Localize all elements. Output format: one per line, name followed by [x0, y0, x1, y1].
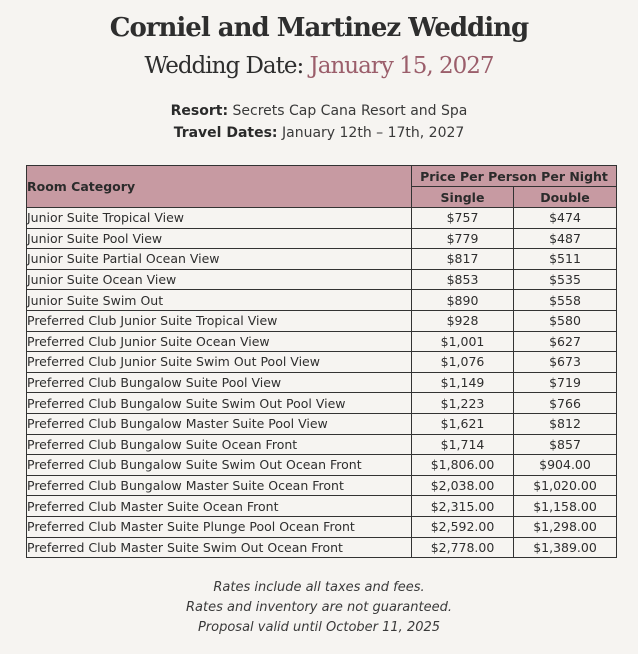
single-header: Single — [412, 187, 514, 208]
note-taxes: Rates include all taxes and fees. — [213, 580, 425, 595]
table-row — [27, 413, 617, 434]
room-name-cell: Preferred Club Master Suite Plunge Pool Ocean Front — [27, 516, 412, 537]
note-validity: Proposal valid until October 11, 2025 — [197, 620, 441, 635]
room-name-cell: Preferred Club Bungalow Master Suite Ocean Front — [27, 475, 412, 496]
room-name-cell: Junior Suite Pool View — [27, 228, 412, 249]
table-row — [27, 372, 617, 393]
table-row — [27, 455, 617, 476]
table-row — [27, 331, 617, 352]
double-price-cell: $474 — [514, 208, 617, 229]
double-price-cell: $1,389.00 — [514, 537, 617, 558]
room-category-header: Room Category — [27, 166, 412, 208]
table-row — [27, 537, 617, 558]
single-price-cell: $1,076 — [412, 352, 514, 373]
single-price-cell: $2,778.00 — [412, 537, 514, 558]
room-name-cell: Junior Suite Tropical View — [27, 208, 412, 229]
footnotes — [0, 578, 638, 638]
single-price-cell: $1,621 — [412, 413, 514, 434]
room-name-cell: Junior Suite Ocean View — [27, 269, 412, 290]
double-price-cell: $511 — [514, 249, 617, 270]
resort-value: Secrets Cap Cana Resort and Spa — [232, 103, 468, 119]
travel-dates-label: Travel Dates: — [173, 125, 278, 141]
double-price-cell: $904.00 — [514, 455, 617, 476]
table-row — [27, 393, 617, 414]
double-price-cell: $766 — [514, 393, 617, 414]
table-row — [27, 475, 617, 496]
room-name-cell: Preferred Club Bungalow Suite Swim Out Pool View — [27, 393, 412, 414]
single-price-cell: $1,714 — [412, 434, 514, 455]
room-name-cell: Preferred Club Bungalow Suite Pool View — [27, 372, 412, 393]
room-name-cell: Preferred Club Master Suite Ocean Front — [27, 496, 412, 517]
room-name-cell: Preferred Club Junior Suite Tropical View — [27, 310, 412, 331]
resort-line — [0, 101, 638, 121]
single-price-cell: $817 — [412, 249, 514, 270]
travel-dates-value: January 12th – 17th, 2027 — [282, 125, 465, 141]
single-price-cell: $2,592.00 — [412, 516, 514, 537]
single-price-cell: $2,315.00 — [412, 496, 514, 517]
single-price-cell: $1,223 — [412, 393, 514, 414]
room-name-cell: Preferred Club Bungalow Suite Ocean Front — [27, 434, 412, 455]
single-price-cell: $757 — [412, 208, 514, 229]
double-price-cell: $719 — [514, 372, 617, 393]
travel-dates-line — [0, 123, 638, 143]
price-per-person-header: Price Per Person Per Night — [412, 166, 617, 187]
double-price-cell: $673 — [514, 352, 617, 373]
room-name-cell: Preferred Club Bungalow Master Suite Pool View — [27, 413, 412, 434]
note-guarantee: Rates and inventory are not guaranteed. — [186, 600, 452, 615]
single-price-cell: $1,806.00 — [412, 455, 514, 476]
double-price-cell: $1,298.00 — [514, 516, 617, 537]
room-name-cell: Preferred Club Bungalow Suite Swim Out Ocean Front — [27, 455, 412, 476]
table-row — [27, 434, 617, 455]
single-price-cell: $2,038.00 — [412, 475, 514, 496]
rates-table — [26, 165, 617, 558]
table-row — [27, 290, 617, 311]
single-price-cell: $1,149 — [412, 372, 514, 393]
room-name-cell: Preferred Club Junior Suite Ocean View — [27, 331, 412, 352]
double-price-cell: $1,020.00 — [514, 475, 617, 496]
double-price-cell: $1,158.00 — [514, 496, 617, 517]
wedding-date-line — [0, 48, 638, 84]
wedding-date-value: January 15, 2027 — [309, 53, 494, 79]
table-row — [27, 269, 617, 290]
double-header: Double — [514, 187, 617, 208]
table-row — [27, 208, 617, 229]
double-price-cell: $535 — [514, 269, 617, 290]
rates-table-body — [27, 208, 617, 558]
table-row — [27, 496, 617, 517]
room-name-cell: Junior Suite Swim Out — [27, 290, 412, 311]
table-row — [27, 228, 617, 249]
resort-label: Resort: — [170, 103, 229, 119]
wedding-date-label: Wedding Date: — [144, 53, 304, 79]
table-row — [27, 352, 617, 373]
single-price-cell: $928 — [412, 310, 514, 331]
table-row — [27, 310, 617, 331]
double-price-cell: $580 — [514, 310, 617, 331]
single-price-cell: $890 — [412, 290, 514, 311]
single-price-cell: $853 — [412, 269, 514, 290]
single-price-cell: $779 — [412, 228, 514, 249]
room-name-cell: Preferred Club Junior Suite Swim Out Pool View — [27, 352, 412, 373]
page-title: Corniel and Martinez Wedding — [109, 13, 529, 43]
double-price-cell: $627 — [514, 331, 617, 352]
room-name-cell: Preferred Club Master Suite Swim Out Ocean Front — [27, 537, 412, 558]
double-price-cell: $857 — [514, 434, 617, 455]
double-price-cell: $812 — [514, 413, 617, 434]
double-price-cell: $487 — [514, 228, 617, 249]
table-row — [27, 249, 617, 270]
double-price-cell: $558 — [514, 290, 617, 311]
single-price-cell: $1,001 — [412, 331, 514, 352]
room-name-cell: Junior Suite Partial Ocean View — [27, 249, 412, 270]
table-row — [27, 516, 617, 537]
